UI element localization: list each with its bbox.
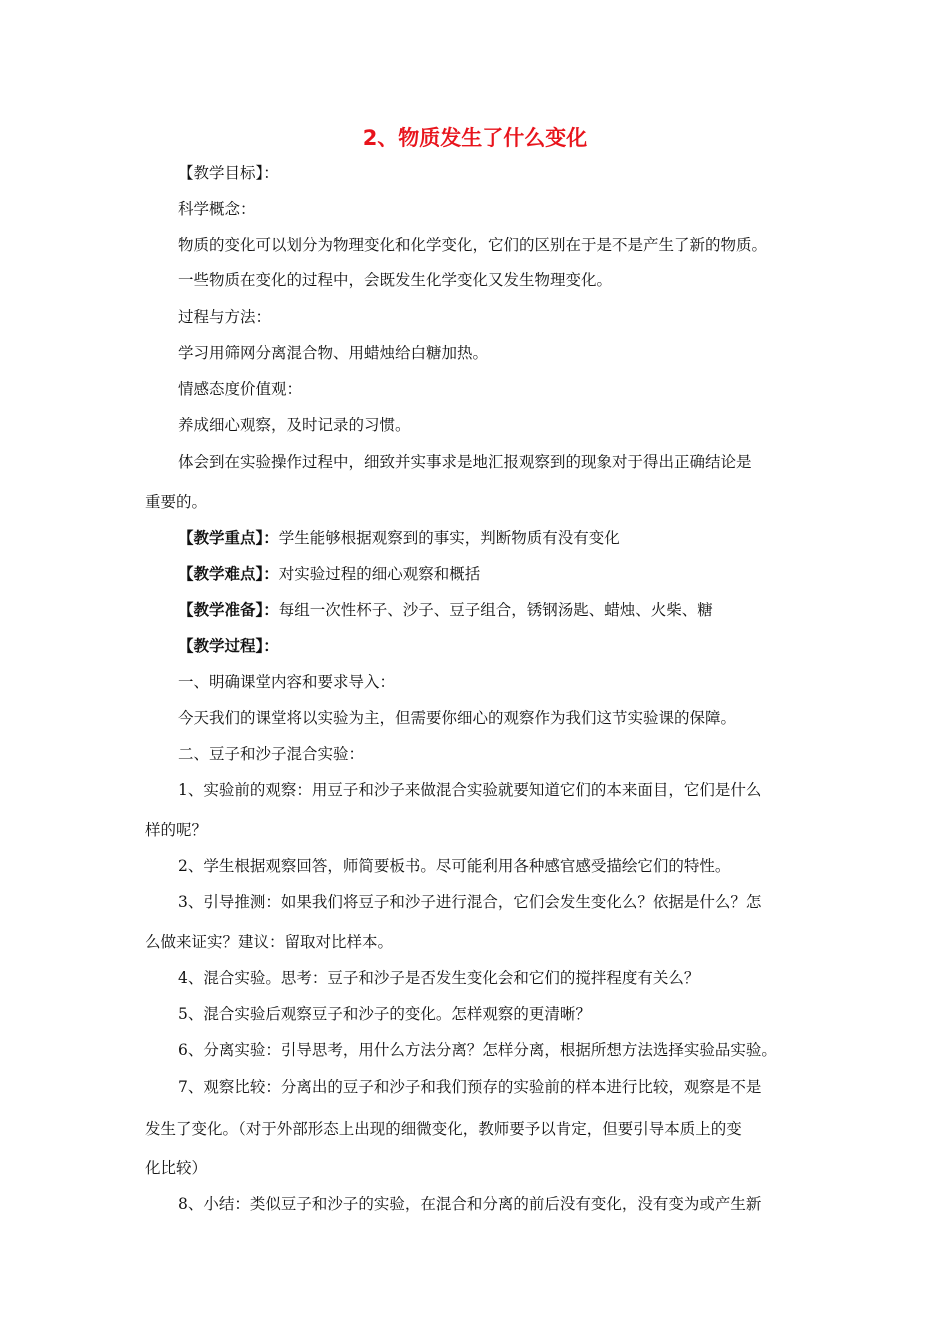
science-concept-label: 科学概念： xyxy=(178,200,256,218)
difficulties-row xyxy=(178,563,480,585)
step-6: 6、分离实验：引导思考，用什么方法分离？怎样分离，根据所想方法选择实验品实验。 xyxy=(178,1041,777,1059)
step-2: 2、学生根据观察回答，师简要板书。尽可能利用各种感官感受描绘它们的特性。 xyxy=(178,857,731,875)
step-5: 5、混合实验后观察豆子和沙子的变化。怎样观察的更清晰？ xyxy=(178,1005,591,1023)
preparation-text: 每组一次性杯子、沙子、豆子组合，锈钢汤匙、蜡烛、火柴、糖 xyxy=(278,601,713,619)
section2-heading: 二、豆子和沙子混合实验： xyxy=(178,745,365,763)
step-8-line-1: 8、小结：类似豆子和沙子的实验，在混合和分离的前后没有变化，没有变为或产生新 xyxy=(178,1195,762,1213)
attitude-text-2a: 体会到在实验操作过程中，细致并实事求是地汇报观察到的现象对于得出正确结论是 xyxy=(178,453,752,471)
process-heading: 【教学过程】： xyxy=(178,636,279,655)
key-points-label: 【教学重点】： xyxy=(178,528,279,547)
step-7-line-2: 发生了变化。（对于外部形态上出现的细微变化，教师要予以肯定，但要引导本质上的变 xyxy=(145,1120,742,1138)
step-7-line-1: 7、观察比较：分离出的豆子和沙子和我们预存的实验前的样本进行比较，观察是不是 xyxy=(178,1078,762,1096)
preparation-row xyxy=(178,599,713,621)
attitude-text-2b: 重要的。 xyxy=(145,493,208,511)
step-1-line-2: 样的呢？ xyxy=(145,821,208,839)
section1-text: 今天我们的课堂将以实验为主，但需要你细心的观察作为我们这节实验课的保障。 xyxy=(178,709,737,727)
key-points-row xyxy=(178,527,620,549)
page-title: 2、物质发生了什么变化 xyxy=(362,126,588,150)
difficulties-label: 【教学难点】： xyxy=(178,564,279,583)
concept-text-2: 一些物质在变化的过程中，会既发生化学变化又发生物理变化。 xyxy=(178,271,613,289)
concept-text-1: 物质的变化可以划分为物理变化和化学变化，它们的区别在于是不是产生了新的物质。 xyxy=(178,236,768,254)
process-text: 学习用筛网分离混合物、用蜡烛给白糖加热。 xyxy=(178,344,489,362)
difficulties-text: 对实验过程的细心观察和概括 xyxy=(278,565,481,583)
process-label: 过程与方法： xyxy=(178,308,272,326)
step-7-line-3: 化比较） xyxy=(145,1159,208,1177)
step-4: 4、混合实验。思考：豆子和沙子是否发生变化会和它们的搅拌程度有关么？ xyxy=(178,969,700,987)
step-3-line-1: 3、引导推测：如果我们将豆子和沙子进行混合，它们会发生变化么？依据是什么？怎 xyxy=(178,893,762,911)
attitude-text-1: 养成细心观察，及时记录的习惯。 xyxy=(178,416,411,434)
attitude-label: 情感态度价值观： xyxy=(178,380,303,398)
section1-heading: 一、明确课堂内容和要求导入： xyxy=(178,673,396,691)
step-1-line-1: 1、实验前的观察：用豆子和沙子来做混合实验就要知道它们的本来面目，它们是什么 xyxy=(178,781,762,799)
objectives-heading: 【教学目标】： xyxy=(178,164,279,182)
preparation-label: 【教学准备】： xyxy=(178,600,279,619)
key-points-text: 学生能够根据观察到的事实，判断物质有没有变化 xyxy=(278,529,620,547)
step-3-line-2: 么做来证实？建议：留取对比样本。 xyxy=(145,933,394,951)
